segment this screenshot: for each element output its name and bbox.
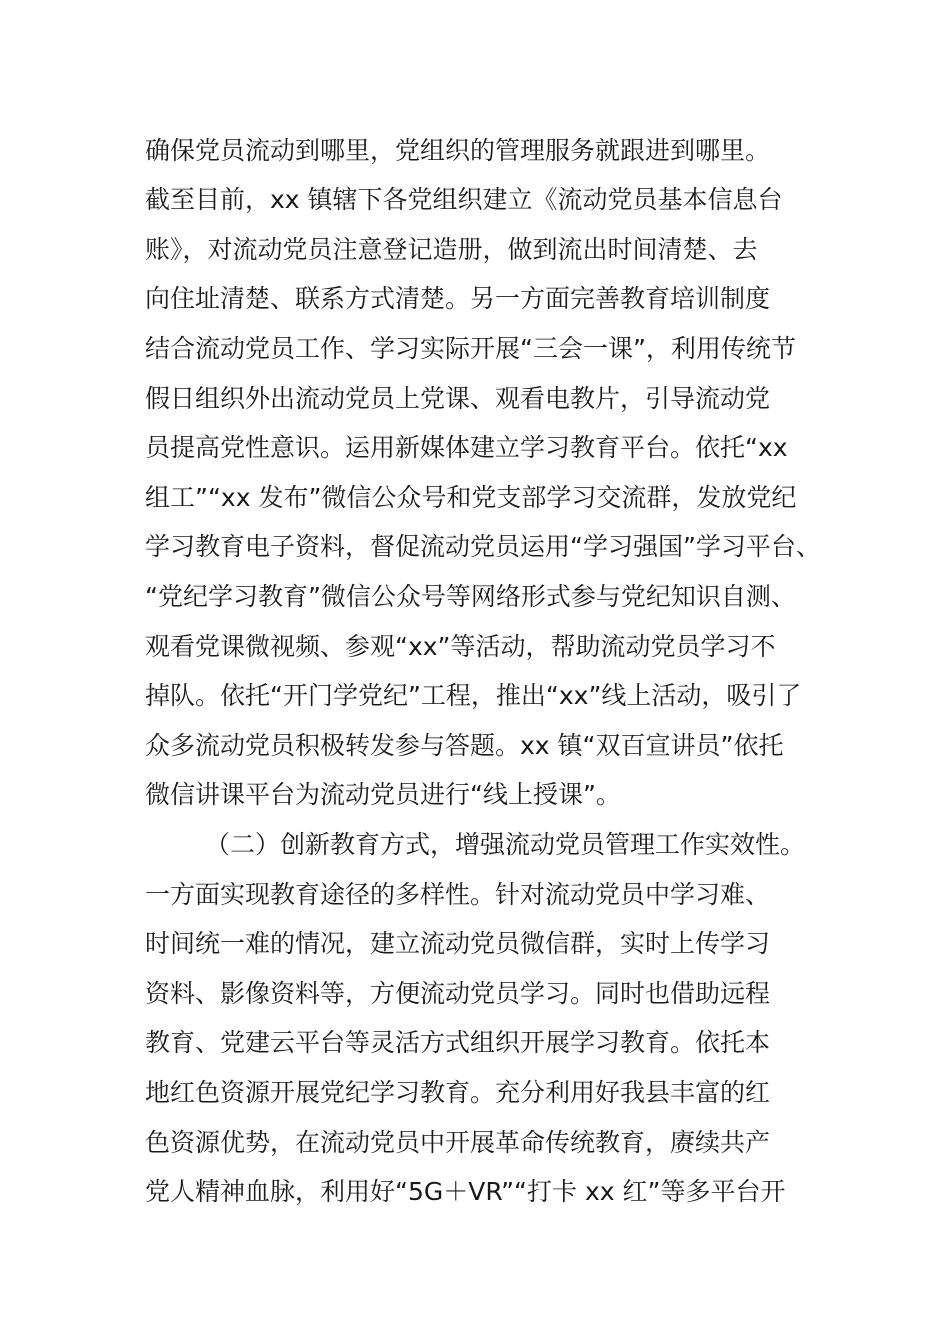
text-line: 掉队。依托“开门学党纪”工程，推出“xx”线上活动，吸引了 [145, 681, 802, 710]
text-line: 资料、影像资料等，方便流动党员学习。同时也借助远程 [145, 979, 771, 1008]
text-line: 组工”“xx 发布”微信公众号和党支部学习交流群，发放党纪 [145, 483, 797, 512]
text-line: 党人精神血脉，利用好“5G＋VR”“打卡 xx 红”等多平台开 [145, 1177, 786, 1206]
text-line: 地红色资源开展党纪学习教育。充分利用好我县丰富的红 [145, 1078, 771, 1107]
text-line: 确保党员流动到哪里，党组织的管理服务就跟进到哪里。 [145, 136, 771, 165]
text-line: 学习教育电子资料，督促流动党员运用“学习强国”学习平台、 [145, 532, 821, 561]
text-line: 假日组织外出流动党员上党课、观看电教片，引导流动党 [145, 384, 771, 413]
text-line: 众多流动党员积极转发参与答题。xx 镇“双百宣讲员”依托 [145, 731, 784, 760]
text-line: 截至目前，xx 镇辖下各党组织建立《流动党员基本信息台 [145, 185, 783, 214]
text-line: 向住址清楚、联系方式清楚。另一方面完善教育培训制度 [145, 284, 771, 313]
text-line: 一方面实现教育途径的多样性。针对流动党员中学习难、 [145, 880, 771, 909]
text-line: “党纪学习教育”微信公众号等网络形式参与党纪知识自测、 [145, 582, 796, 611]
text-line: 员提高党性意识。运用新媒体建立学习教育平台。依托“xx [145, 433, 788, 462]
text-line: 教育、党建云平台等灵活方式组织开展学习教育。依托本 [145, 1028, 771, 1057]
section-heading: （二）创新教育方式，增强流动党员管理工作实效性。 [205, 830, 806, 859]
text-line: 账》，对流动党员注意登记造册，做到流出时间清楚、去 [145, 235, 758, 264]
text-line: 观看党课微视频、参观“xx”等活动，帮助流动党员学习不 [145, 632, 776, 661]
text-line: 时间统一难的情况，建立流动党员微信群，实时上传学习 [145, 929, 771, 958]
text-line: 微信讲课平台为流动党员进行“线上授课”。 [145, 780, 621, 809]
text-line: 色资源优势，在流动党员中开展革命传统教育，赓续共产 [145, 1128, 771, 1157]
text-line: 结合流动党员工作、学习实际开展“三会一课”，利用传统节 [145, 334, 796, 363]
